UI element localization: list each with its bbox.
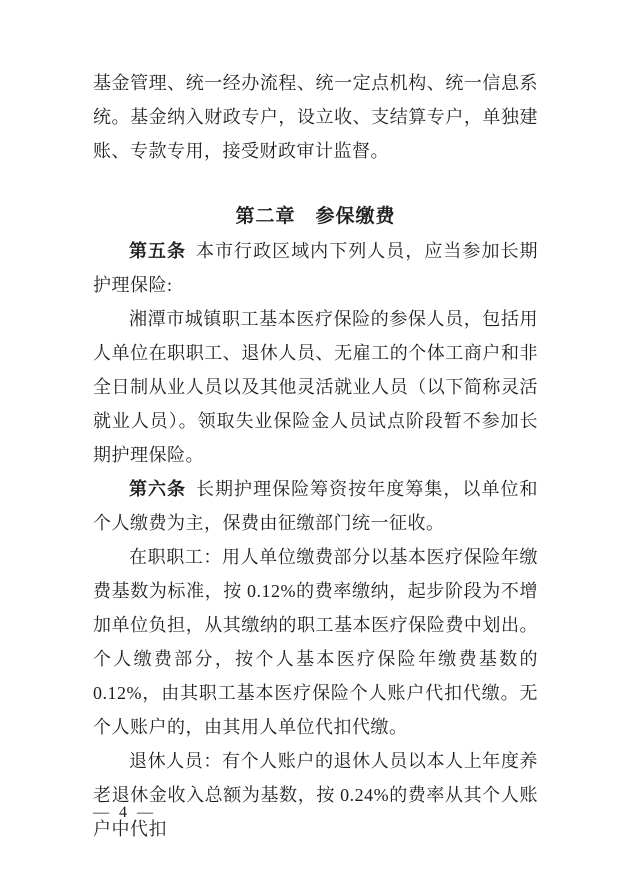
page-number: — 4 —: [93, 804, 156, 821]
document-body: [93, 66, 538, 846]
article-6-paragraph: [93, 472, 538, 540]
retiree-contribution-paragraph: 退休人员：有个人账户的退休人员以本人上年度养老退休金收入总额为基数，按 0.24%的费率从其个人账户中代扣: [93, 751, 538, 839]
page-footer: [93, 801, 156, 825]
chapter-heading: 第二章 参保缴费: [235, 206, 396, 227]
article-5-paragraph: [93, 234, 538, 302]
article-6-number: 第六条: [129, 479, 187, 499]
employee-contribution-paragraph: 在职职工：用人单位缴费部分以基本医疗保险年缴费基数为标准，按 0.12%的费率缴纳，起步阶段为不增加单位负担，从其缴纳的职工基本医疗保险费中划出。个人缴费部分，按个人基本医疗保险年缴费基数的 0.12%，由其职工基本医疗保险个人账户代扣代缴。无个人账户的，由其用人单位代扣代缴。: [93, 547, 538, 737]
insured-persons-paragraph: 湘潭市城镇职工基本医疗保险的参保人员，包括用人单位在职职工、退休人员、无雇工的个体工商户和非全日制从业人员以及其他灵活就业人员（以下简称灵活就业人员）。领取失业保险金人员试点阶段暂不参加长期护理保险。: [93, 309, 538, 465]
article-6-text: 长期护理保险筹资按年度筹集，以单位和个人缴费为主，保费由征缴部门统一征收。: [93, 479, 539, 533]
intro-paragraph: 基金管理、统一经办流程、统一定点机构、统一信息系统。基金纳入财政专户，设立收、支结算专户，单独建账、专款专用，接受财政审计监督。: [93, 73, 538, 161]
article-5-text: 本市行政区域内下列人员，应当参加长期护理保险:: [93, 241, 539, 295]
article-5-number: 第五条: [129, 241, 187, 261]
